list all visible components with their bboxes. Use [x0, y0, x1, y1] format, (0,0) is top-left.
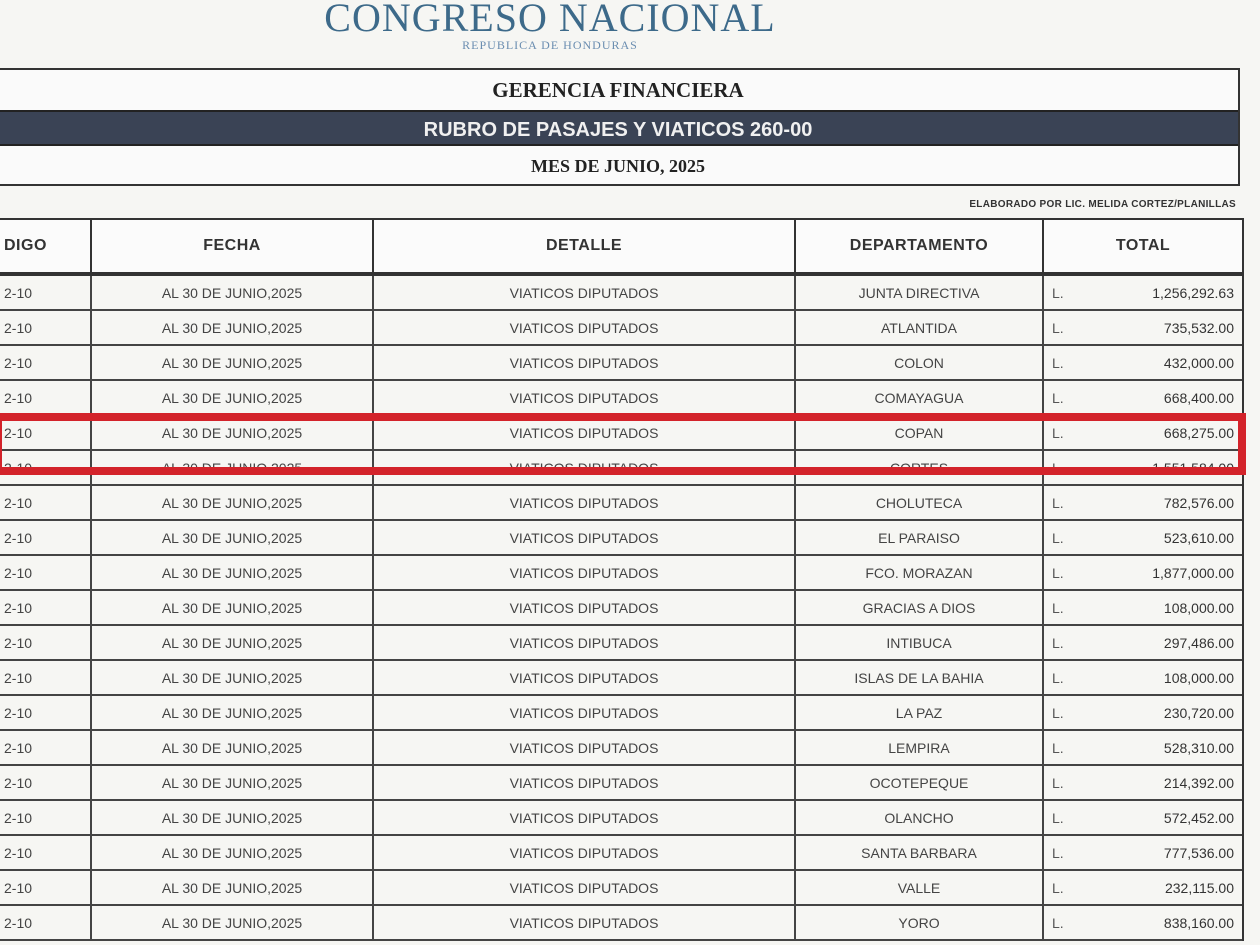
cell-departamento: LEMPIRA	[796, 731, 1044, 764]
cell-codigo: 2-10	[0, 906, 92, 939]
currency-symbol: L.	[1052, 354, 1064, 371]
cell-fecha: AL 30 DE JUNIO,2025	[92, 836, 374, 869]
cell-total	[1044, 801, 1242, 834]
cell-detalle: VIATICOS DIPUTADOS	[374, 346, 796, 379]
total-amount: 214,392.00	[1163, 774, 1234, 791]
table-row	[0, 521, 1242, 556]
cell-departamento: COPAN	[796, 416, 1044, 449]
currency-symbol: L.	[1052, 739, 1064, 756]
cell-detalle: VIATICOS DIPUTADOS	[374, 556, 796, 589]
org-title: CONGRESO NACIONAL	[324, 0, 776, 40]
cell-fecha: AL 30 DE JUNIO,2025	[92, 801, 374, 834]
cell-fecha: AL 30 DE JUNIO,2025	[92, 696, 374, 729]
report-header	[0, 68, 1240, 186]
cell-detalle: VIATICOS DIPUTADOS	[374, 696, 796, 729]
cell-fecha: AL 30 DE JUNIO,2025	[92, 731, 374, 764]
cell-detalle: VIATICOS DIPUTADOS	[374, 276, 796, 309]
table-row	[0, 381, 1242, 416]
table-row	[0, 451, 1242, 486]
cell-departamento: GRACIAS A DIOS	[796, 591, 1044, 624]
currency-symbol: L.	[1052, 669, 1064, 686]
total-amount: 735,532.00	[1163, 319, 1234, 336]
total-amount: 668,275.00	[1163, 424, 1234, 441]
total-amount: 1,256,292.63	[1152, 284, 1234, 301]
table-row	[0, 556, 1242, 591]
cell-fecha: AL 30 DE JUNIO,2025	[92, 906, 374, 939]
table-row	[0, 591, 1242, 626]
total-amount: 432,000.00	[1163, 354, 1234, 371]
cell-total	[1044, 311, 1242, 344]
cell-departamento: SANTA BARBARA	[796, 836, 1044, 869]
table-row	[0, 696, 1242, 731]
table-row	[0, 836, 1242, 871]
currency-symbol: L.	[1052, 914, 1064, 931]
cell-codigo: 2-10	[0, 276, 92, 309]
cell-codigo: 2-10	[0, 346, 92, 379]
cell-fecha: AL 30 DE JUNIO,2025	[92, 661, 374, 694]
currency-symbol: L.	[1052, 844, 1064, 861]
table-row	[0, 416, 1242, 451]
cell-detalle: VIATICOS DIPUTADOS	[374, 451, 796, 484]
total-amount: 838,160.00	[1163, 914, 1234, 931]
cell-total	[1044, 626, 1242, 659]
cell-total	[1044, 661, 1242, 694]
cell-detalle: VIATICOS DIPUTADOS	[374, 871, 796, 904]
cell-codigo: 2-10	[0, 416, 92, 449]
total-amount: 1,877,000.00	[1152, 564, 1234, 581]
total-amount: 668,400.00	[1163, 389, 1234, 406]
cell-fecha: AL 30 DE JUNIO,2025	[92, 871, 374, 904]
column-header-codigo: DIGO	[0, 220, 92, 272]
table-row	[0, 626, 1242, 661]
cell-codigo: 2-10	[0, 486, 92, 519]
cell-codigo: 2-10	[0, 591, 92, 624]
cell-total	[1044, 486, 1242, 519]
column-header-detalle: DETALLE	[374, 220, 796, 272]
cell-fecha: AL 30 DE JUNIO,2025	[92, 556, 374, 589]
cell-departamento: CORTES	[796, 451, 1044, 484]
cell-departamento: LA PAZ	[796, 696, 1044, 729]
table-row	[0, 871, 1242, 906]
cell-departamento: COLON	[796, 346, 1044, 379]
cell-codigo: 2-10	[0, 381, 92, 414]
currency-symbol: L.	[1052, 284, 1064, 301]
cell-total	[1044, 381, 1242, 414]
currency-symbol: L.	[1052, 424, 1064, 441]
cell-departamento: FCO. MORAZAN	[796, 556, 1044, 589]
expense-table	[0, 218, 1244, 941]
currency-symbol: L.	[1052, 879, 1064, 896]
total-amount: 108,000.00	[1163, 599, 1234, 616]
department-title: GERENCIA FINANCIERA	[492, 78, 744, 102]
cell-codigo: 2-10	[0, 871, 92, 904]
currency-symbol: L.	[1052, 319, 1064, 336]
cell-total	[1044, 276, 1242, 309]
prepared-by-note: ELABORADO POR LIC. MELIDA CORTEZ/PLANILLAS	[969, 199, 1236, 210]
table-row	[0, 311, 1242, 346]
cell-total	[1044, 521, 1242, 554]
cell-codigo: 2-10	[0, 696, 92, 729]
cell-departamento: VALLE	[796, 871, 1044, 904]
cell-total	[1044, 906, 1242, 939]
cell-detalle: VIATICOS DIPUTADOS	[374, 486, 796, 519]
currency-symbol: L.	[1052, 774, 1064, 791]
cell-detalle: VIATICOS DIPUTADOS	[374, 591, 796, 624]
cell-departamento: ISLAS DE LA BAHIA	[796, 661, 1044, 694]
cell-codigo: 2-10	[0, 626, 92, 659]
total-amount: 572,452.00	[1163, 809, 1234, 826]
rubro-banner: RUBRO DE PASAJES Y VIATICOS 260-00	[0, 110, 1238, 146]
cell-fecha: AL 30 DE JUNIO,2025	[92, 311, 374, 344]
total-amount: 782,576.00	[1163, 494, 1234, 511]
table-row	[0, 731, 1242, 766]
cell-codigo: 2-10	[0, 731, 92, 764]
total-amount: 777,536.00	[1163, 844, 1234, 861]
currency-symbol: L.	[1052, 599, 1064, 616]
cell-total	[1044, 836, 1242, 869]
total-amount: 232,115.00	[1164, 879, 1234, 896]
currency-symbol: L.	[1052, 529, 1064, 546]
cell-total	[1044, 731, 1242, 764]
month-title: MES DE JUNIO, 2025	[530, 156, 705, 176]
cell-codigo: 2-10	[0, 801, 92, 834]
total-amount: 1,551,584.00	[1152, 459, 1234, 476]
cell-departamento: ATLANTIDA	[796, 311, 1044, 344]
table-row	[0, 906, 1242, 941]
table-row	[0, 486, 1242, 521]
table-row	[0, 801, 1242, 836]
column-header-departamento: DEPARTAMENTO	[796, 220, 1044, 272]
cell-total	[1044, 696, 1242, 729]
cell-fecha: AL 30 DE JUNIO,2025	[92, 766, 374, 799]
cell-codigo: 2-10	[0, 521, 92, 554]
cell-departamento: CHOLUTECA	[796, 486, 1044, 519]
cell-total	[1044, 871, 1242, 904]
total-amount: 108,000.00	[1163, 669, 1234, 686]
cell-total	[1044, 556, 1242, 589]
cell-fecha: AL 30 DE JUNIO,2025	[92, 451, 374, 484]
table-row	[0, 661, 1242, 696]
currency-symbol: L.	[1052, 564, 1064, 581]
total-amount: 230,720.00	[1163, 704, 1234, 721]
table-row	[0, 346, 1242, 381]
cell-departamento: COMAYAGUA	[796, 381, 1044, 414]
currency-symbol: L.	[1052, 809, 1064, 826]
cell-total	[1044, 451, 1242, 484]
cell-codigo: 2-10	[0, 311, 92, 344]
currency-symbol: L.	[1052, 389, 1064, 406]
cell-detalle: VIATICOS DIPUTADOS	[374, 661, 796, 694]
cell-detalle: VIATICOS DIPUTADOS	[374, 416, 796, 449]
cell-detalle: VIATICOS DIPUTADOS	[374, 521, 796, 554]
column-header-total: TOTAL	[1115, 237, 1171, 254]
cell-detalle: VIATICOS DIPUTADOS	[374, 906, 796, 939]
cell-detalle: VIATICOS DIPUTADOS	[374, 836, 796, 869]
cell-fecha: AL 30 DE JUNIO,2025	[92, 626, 374, 659]
cell-departamento: JUNTA DIRECTIVA	[796, 276, 1044, 309]
cell-codigo: 2-10	[0, 766, 92, 799]
cell-fecha: AL 30 DE JUNIO,2025	[92, 591, 374, 624]
cell-fecha: AL 30 DE JUNIO,2025	[92, 276, 374, 309]
table-row	[0, 766, 1242, 801]
cell-codigo: 2-10	[0, 836, 92, 869]
cell-detalle: VIATICOS DIPUTADOS	[374, 801, 796, 834]
cell-detalle: VIATICOS DIPUTADOS	[374, 381, 796, 414]
cell-fecha: AL 30 DE JUNIO,2025	[92, 346, 374, 379]
total-amount: 297,486.00	[1163, 634, 1234, 651]
table-body	[0, 276, 1242, 941]
currency-symbol: L.	[1052, 459, 1064, 476]
cell-total	[1044, 346, 1242, 379]
currency-symbol: L.	[1052, 634, 1064, 651]
cell-codigo: 2-10	[0, 661, 92, 694]
cell-fecha: AL 30 DE JUNIO,2025	[92, 521, 374, 554]
table-row	[0, 276, 1242, 311]
table-header	[0, 218, 1242, 276]
cell-departamento: OLANCHO	[796, 801, 1044, 834]
cell-total	[1044, 766, 1242, 799]
cell-departamento: OCOTEPEQUE	[796, 766, 1044, 799]
cell-total	[1044, 591, 1242, 624]
cell-departamento: YORO	[796, 906, 1044, 939]
cell-codigo: 2-10	[0, 451, 92, 484]
cell-departamento: EL PARAISO	[796, 521, 1044, 554]
total-amount: 523,610.00	[1163, 529, 1234, 546]
cell-detalle: VIATICOS DIPUTADOS	[374, 766, 796, 799]
cell-codigo: 2-10	[0, 556, 92, 589]
cell-departamento: INTIBUCA	[796, 626, 1044, 659]
column-header-fecha: FECHA	[92, 220, 374, 272]
cell-detalle: VIATICOS DIPUTADOS	[374, 311, 796, 344]
currency-symbol: L.	[1052, 494, 1064, 511]
cell-fecha: AL 30 DE JUNIO,2025	[92, 486, 374, 519]
org-subtitle: REPUBLICA DE HONDURAS	[462, 38, 638, 52]
cell-detalle: VIATICOS DIPUTADOS	[374, 731, 796, 764]
total-amount: 528,310.00	[1163, 739, 1234, 756]
cell-fecha: AL 30 DE JUNIO,2025	[92, 416, 374, 449]
cell-total	[1044, 416, 1242, 449]
cell-fecha: AL 30 DE JUNIO,2025	[92, 381, 374, 414]
cell-detalle: VIATICOS DIPUTADOS	[374, 626, 796, 659]
currency-symbol: L.	[1052, 704, 1064, 721]
